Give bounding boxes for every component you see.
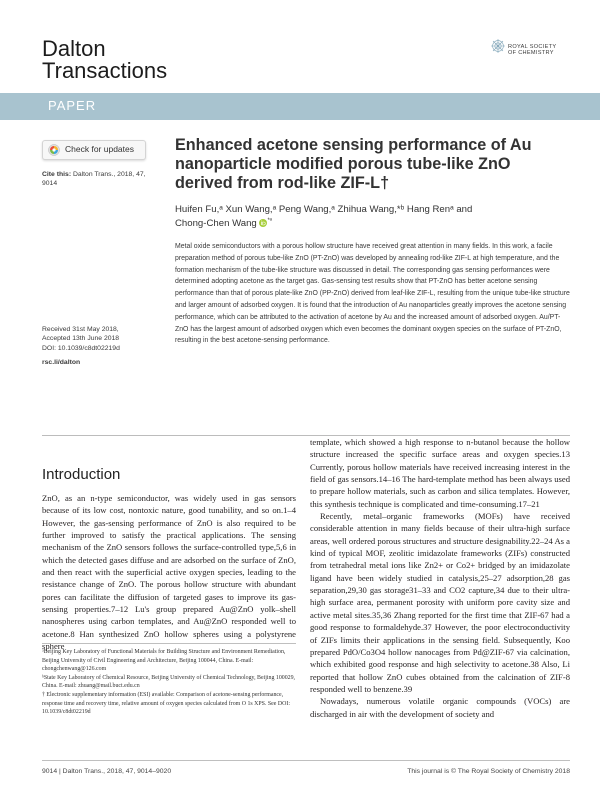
accepted-date: Accepted 13th June 2018 [42,335,120,342]
footnote-a: ᵃBeijing Key Laboratory of Functional Materials for Building Structure and Environment Remediation, Beijing University of Civil Engineering and Architecture, Beijing 100044, China. E-mail: chongchenwang@126.com [42,649,286,673]
received-date: Received 31st May 2018, [42,326,119,333]
body-right-column [310,436,570,720]
article-history [42,325,167,367]
footer-rule [42,760,570,761]
intro-paragraph-1-continued: template, which showed a high response to n-butanol because the hollow structure increased the specific surface areas and oxygen species.13 Currently, porous hollow materials have received increasing interest in the field of gas sensors.14–16 The hard-template method has been always used to prepare hollow materials, such as carbon and silica templates. However, this synthesis technique is complicated and time-consuming.17–21 [310,437,570,509]
check-for-updates-button[interactable] [42,140,146,160]
abstract: Metal oxide semiconductors with a porous hollow structure have received great attention in many fields. In this work, a facile preparation method of porous tube-like ZnO (PT-ZnO) was developed by annealing rod-like ZIF-L at high temperature, and the formation mechanism of the tube-like structure was discussed in detail. The corresponding gas sensing performances were determined adopting acetone as the target gas. Gas-sensing test results show that PT-ZnO has better acetone sensing performance than that of porous plate-like ZnO (PP-ZnO) derived from leaf-like ZIF-L, resulting from the unique tube-like structure and larger amount of adsorbed oxygen. It is found that the introduction of Au nanoparticles greatly improves the acetone sensing performance, which can be attributed to the activation of acetone by Au and the increased amount of adsorbed oxygen. Au/PT-ZnO has the largest amount of adsorbed oxygen which even becomes the dominant oxygen species on the surface of PT-ZnO, resulting in the best acetone-sensing performance. [175,243,570,345]
intro-paragraph-3: Nowadays, numerous volatile organic compounds (VOCs) are discharged in air with the development of society and [310,696,570,719]
author-list [175,203,555,230]
citation [42,170,157,188]
authors-line-2: Chong-Chen Wang $^{*ᵃ}$ [175,217,273,229]
publisher-logo-text: ROYAL SOCIETY OF CHEMISTRY [508,44,557,57]
authors-line-1: Huifen Fu,ᵃ Xun Wang,ᵃ Peng Wang,ᵃ Zhihua Wang,*ᵇ Hang Renᵃ and [175,204,473,215]
journal-link[interactable]: rsc.li/dalton [42,359,81,366]
footnotes [42,648,296,717]
cite-label: Cite this: [42,171,72,178]
footnote-b: ᵇState Key Laboratory of Chemical Resource, Beijing University of Chemical Technology, Beijing 100029, China. E-mail: zhuang@mail.buct.edu.cn [42,674,296,690]
footer-copyright: This journal is © The Royal Society of Chemistry 2018 [407,768,570,775]
intro-paragraph-1: ZnO, as an n-type semiconductor, was widely used in gas sensors because of its low cost, nontoxic nature, good tunability, and so on.1–4 However, the gas-sensing performance of ZnO is also required to be further improved to satisfy the practical applications. The sensing mechanism of the ZnO sensors follows the surface-controlled type,5,6 in which the detected gases diffuse and are adsorbed on the surface of ZnO, and then react with the superficial active oxygen species, leading to the resistance change of ZnO. The porous hollow structure with abundant pores can facilitate the diffusion of targeted gases to improve its gas-sensing properties.7–12 Lu's group prepared Au@ZnO yolk–shell nanospheres using carbon templates, and Au@ZnO responded well to acetone.8 Han synthesized ZnO hollow spheres using a polystyrene sphere [42,493,296,652]
footer-page-citation: 9014 | Dalton Trans., 2018, 47, 9014–9020 [42,768,172,775]
body-left-column [42,492,296,652]
check-for-updates-label: Check for updates [65,144,134,154]
doi: DOI: 10.1039/c8dt02219d [42,345,120,352]
crossmark-icon [48,144,60,156]
article-title: Enhanced acetone sensing performance of Au nanoparticle modified porous tube-like ZnO derived from rod-like ZIF-L† [175,136,532,192]
footnote-rule [42,643,296,644]
section-label: PAPER [48,98,97,113]
intro-paragraph-2: Recently, metal–organic frameworks (MOFs) have received considerable attention in many fields because of their ultra-high surface areas, well ordered porous structures and structure designability.22–24 As a kind of typical MOF, zeolitic imidazolate frameworks (ZIFs) constructed from tetrahedral metal ions like Zn2+ or Co2+ bridged by an imidazolate ligand have been widely studied in catalysis,25–27 adsorption,28 gas separation,29,30 gas storage31–33 and CO2 capture,34 due to their ultra-high surface area, permanent porosity with uniform pore cavity size and active metal sites.35,36 Zhang reported for the first time that ZIF-67 had a good response to formaldehyde.37 However, the poor electroconductivity of ZIFs limits their applications in the sensing field. Subsequently, Koo prepared PdO/Co3O4 hollow nanocages from Pd@ZIF-67 via calcination, which exhibited good response and high selectivity to acetone.38 Also, Li reported that hollow ZnO cubes obtained from the calcination of ZIF-8 responded well to benzene.39 [310,511,570,694]
footnote-esi: † Electronic supplementary information (ESI) available: Comparison of acetone-sensing performance, response time and recovery time, relative amount of oxygen species calculated from O 1s XPS. See DOI: 10.1039/c8dt02219d [42,691,290,716]
journal-title: Dalton Transactions [42,36,168,83]
intro-heading: Introduction [42,466,121,483]
cite-text: Dalton Trans., 2018, 47, 9014 [42,171,146,187]
